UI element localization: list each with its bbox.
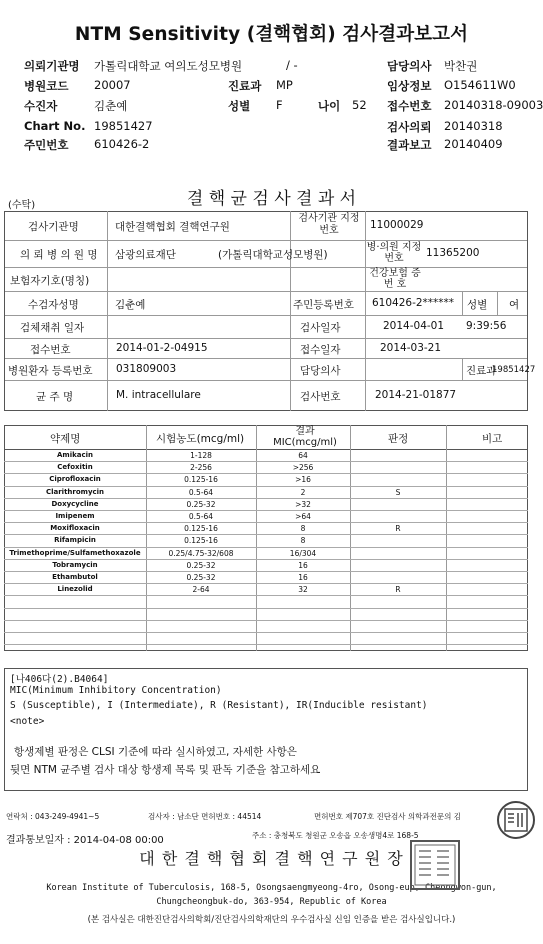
note-mic-def: MIC(Minimum Inhibitory Concentration) xyxy=(10,685,222,696)
receipt-no-value: 20140318-09003 xyxy=(444,98,543,112)
col-range: 시험농도(mcg/ml) xyxy=(156,433,245,445)
cell-drug: Doxycycline xyxy=(51,499,99,508)
footer-institute-en-1: Korean Institute of Tuberculosis, 168-5, Osongsaengmyeong-4ro, Osong-eup, Cheongwon-gun, xyxy=(46,883,497,893)
note-code: [나406다(2).B4064] xyxy=(10,674,109,685)
cell-drug: Clarithromycin xyxy=(45,487,105,496)
lab-value: 대한결핵협회 결핵연구원 xyxy=(115,221,230,233)
footer-phone: 연락처 : 043-249-4941~5 xyxy=(6,812,100,821)
table-row xyxy=(4,633,528,645)
table-row xyxy=(4,487,528,499)
lab-label: 검사기관명 xyxy=(28,221,79,233)
note-categories: S (Susceptible), I (Intermediate), R (Resistant), IR(Inducible resistant) xyxy=(10,700,428,711)
accept-date-value: 2014-03-21 xyxy=(380,342,442,354)
footer-report-date: 결과통보일자 : 2014-04-08 00:00 xyxy=(6,835,164,846)
sex-label-2: 성별 xyxy=(467,299,488,311)
patient-label: 수진자 xyxy=(24,99,58,113)
clinical-info-value: O154611W0 xyxy=(444,78,516,92)
table-row xyxy=(4,499,528,511)
patient-value: 김춘예 xyxy=(94,99,128,113)
corner-label: (수탁) xyxy=(8,200,36,211)
doctor-label: 담당의사 xyxy=(387,59,432,73)
physician-label: 담당의사 xyxy=(300,365,341,377)
chart-label: Chart No. xyxy=(24,119,86,133)
report-date-label: 결과보고 xyxy=(387,138,432,152)
rrn-label-2: 주민등록번호 xyxy=(293,299,354,311)
req-hosp-sub: (가톨릭대학교성모병원) xyxy=(218,249,328,261)
col-remarks: 비고 xyxy=(482,433,503,445)
cell-drug: Tobramycin xyxy=(52,560,98,569)
cell-mic: 16 xyxy=(298,573,308,582)
hospital-code-label: 병원코드 xyxy=(24,79,69,93)
patient-reg-label: 병원환자 등록번호 xyxy=(8,365,93,377)
cell-mic: 8 xyxy=(300,524,306,534)
cell-interp: R xyxy=(395,524,401,534)
clinic-label: 진료과 xyxy=(228,79,262,93)
cell-range: 0.125-16 xyxy=(184,475,218,485)
accession-value: 2014-01-2-04915 xyxy=(116,342,208,354)
chart-value: 19851427 xyxy=(94,119,153,133)
req-hosp-label: 의 뢰 병 의 원 명 xyxy=(20,249,98,261)
footer-director: 면허번호 제707호 진단검사 의학과전문의 김 xyxy=(314,812,462,821)
cell-range: 0.25-32 xyxy=(186,560,216,570)
test-no-label: 검사번호 xyxy=(300,391,341,403)
cell-drug: Trimethoprime/Sulfamethoxazole xyxy=(9,548,141,557)
col-mic: 결과 MIC(mcg/ml) xyxy=(273,426,337,448)
cell-drug: Moxifloxacin xyxy=(50,524,100,533)
rrn-label: 주민번호 xyxy=(24,138,69,152)
cell-mic: >64 xyxy=(295,512,311,521)
test-date-label: 검사일자 xyxy=(300,322,341,334)
cell-mic: >32 xyxy=(295,499,311,509)
table-row xyxy=(4,523,528,535)
age-value: 52 xyxy=(352,98,367,112)
lab-no-label: 검사기관 지정번호 xyxy=(298,213,360,236)
cell-range: 0.5-64 xyxy=(188,512,214,521)
patient-reg-value: 031809003 xyxy=(116,363,177,375)
cell-mic: >256 xyxy=(292,463,314,473)
species-label: 균 주 명 xyxy=(36,391,74,403)
cell-mic: 32 xyxy=(298,585,308,595)
cell-range: 2-256 xyxy=(190,463,212,473)
table-row xyxy=(4,560,528,572)
species-value: M. intracellulare xyxy=(116,389,201,401)
table-row xyxy=(4,572,528,584)
cell-drug: Linezolid xyxy=(57,585,93,594)
footer-institute-en-2: Chungcheongbuk-do, 363-954, Republic of Korea xyxy=(156,897,387,907)
name-value: 김춘예 xyxy=(115,299,146,311)
clinical-info-label: 임상정보 xyxy=(387,79,432,93)
accession-label: 접수번호 xyxy=(30,344,71,356)
col-interp: 판정 xyxy=(388,433,409,445)
cell-mic: 2 xyxy=(300,487,306,497)
footer-disclaimer: (본 검사실은 대한진단검사의학회/진단검사의학재단의 우수검사실 신임 인증을 받은 검사실입니다.) xyxy=(87,915,456,925)
hospital-code-value: 20007 xyxy=(94,78,131,92)
table-row xyxy=(4,584,528,596)
cell-range: 0.125-16 xyxy=(184,524,218,534)
dept-label-2: 진료과 xyxy=(466,365,497,377)
note-tag: <note> xyxy=(10,716,45,727)
table-row xyxy=(4,609,528,621)
table-row xyxy=(4,474,528,486)
cell-mic: >16 xyxy=(295,475,311,485)
table-row xyxy=(4,462,528,474)
doctor-value: 박찬권 xyxy=(444,59,478,73)
cell-drug: Cefoxitin xyxy=(57,463,93,472)
table-row xyxy=(4,548,528,560)
collect-label: 검체채취 일자 xyxy=(20,322,85,334)
cell-mic: 16 xyxy=(298,560,308,570)
table-row xyxy=(4,511,528,523)
cell-range: 2-64 xyxy=(192,585,210,595)
director-seal-icon xyxy=(496,800,536,840)
institute-seal-icon xyxy=(408,838,462,892)
note-line-1: 항생제별 판정은 CLSI 기준에 따라 실시하였고, 자세한 사항은 xyxy=(14,746,297,758)
test-time-value: 9:39:56 xyxy=(466,320,507,332)
report-title: 결 핵 균 검 사 결 과 서 xyxy=(186,189,357,209)
page-title: NTM Sensitivity (결핵협회) 검사결과보고서 xyxy=(74,24,469,45)
dept-value-2: 19851427 xyxy=(492,365,536,375)
request-date-label: 검사의뢰 xyxy=(387,120,432,134)
table-row xyxy=(4,596,528,608)
receipt-no-label: 접수번호 xyxy=(387,99,432,113)
cell-drug: Ethambutol xyxy=(52,573,98,581)
cell-mic: 8 xyxy=(300,536,306,546)
cell-range: 1-128 xyxy=(190,451,212,460)
col-drug: 약제명 xyxy=(50,433,81,445)
req-hosp-value: 삼광의료재단 xyxy=(115,249,176,261)
clinic-value: MP xyxy=(276,78,293,92)
accept-date-label: 접수일자 xyxy=(300,344,341,356)
table-row xyxy=(4,621,528,633)
sex-value: F xyxy=(276,98,283,112)
cell-drug: Rifampicin xyxy=(54,536,96,545)
cell-range: 0.25-32 xyxy=(186,499,216,509)
test-no-value: 2014-21-01877 xyxy=(375,389,457,401)
cell-range: 0.125-16 xyxy=(184,536,218,546)
rrn-value-2: 610426-2****** xyxy=(372,297,455,309)
clinic-no-value: 11365200 xyxy=(426,247,480,259)
cell-drug: Ciprofloxacin xyxy=(49,475,101,484)
table-row xyxy=(4,535,528,547)
cell-interp: S xyxy=(395,487,401,497)
cell-mic: 16/304 xyxy=(289,548,317,558)
institution-value: 가톨릭대학교 여의도성모병원 xyxy=(94,59,243,73)
sex-label: 성별 xyxy=(228,99,251,113)
cell-drug: Amikacin xyxy=(56,451,94,459)
cell-interp: R xyxy=(395,585,401,595)
insurance-no-label: 건강보험 증 번 호 xyxy=(369,268,421,290)
note-line-2: 뒷면 NTM 균주별 검사 대상 항생제 목록 및 판독 기준을 참고하세요 xyxy=(10,764,321,776)
report-date-value: 20140409 xyxy=(444,137,503,151)
sex-value-2: 여 xyxy=(509,299,520,311)
age-label: 나이 xyxy=(318,99,341,113)
lab-no-value: 11000029 xyxy=(370,219,424,231)
request-date-value: 20140318 xyxy=(444,119,503,133)
cell-range: 0.25/4.75-32/608 xyxy=(168,548,234,558)
cell-range: 0.5-64 xyxy=(188,487,214,497)
footer-examiner: 검사자 : 남소단 면허번호 : 44514 xyxy=(148,812,262,821)
footer-institute-kr: 대 한 결 핵 협 회 결 핵 연 구 원 장 xyxy=(139,849,404,868)
insurance-label: 보험자기호(명칭) xyxy=(10,275,90,287)
rrn-value: 610426-2 xyxy=(94,137,150,151)
table-row xyxy=(4,450,528,462)
clinic-no-label: 병·의원 지정번호 xyxy=(366,242,422,264)
cell-mic: 64 xyxy=(298,451,308,460)
cell-drug: Imipenem xyxy=(55,512,95,520)
test-date-value: 2014-04-01 xyxy=(383,320,445,332)
footer-address: 주소 : 충청북도 청원군 오송읍 오송생명4로 168-5 xyxy=(252,831,419,840)
institution-label: 의뢰기관명 xyxy=(24,59,80,73)
name-label: 수검자성명 xyxy=(28,299,79,311)
table-header xyxy=(4,425,528,449)
cell-range: 0.25-32 xyxy=(186,573,216,582)
dept-slash: / - xyxy=(286,58,298,72)
